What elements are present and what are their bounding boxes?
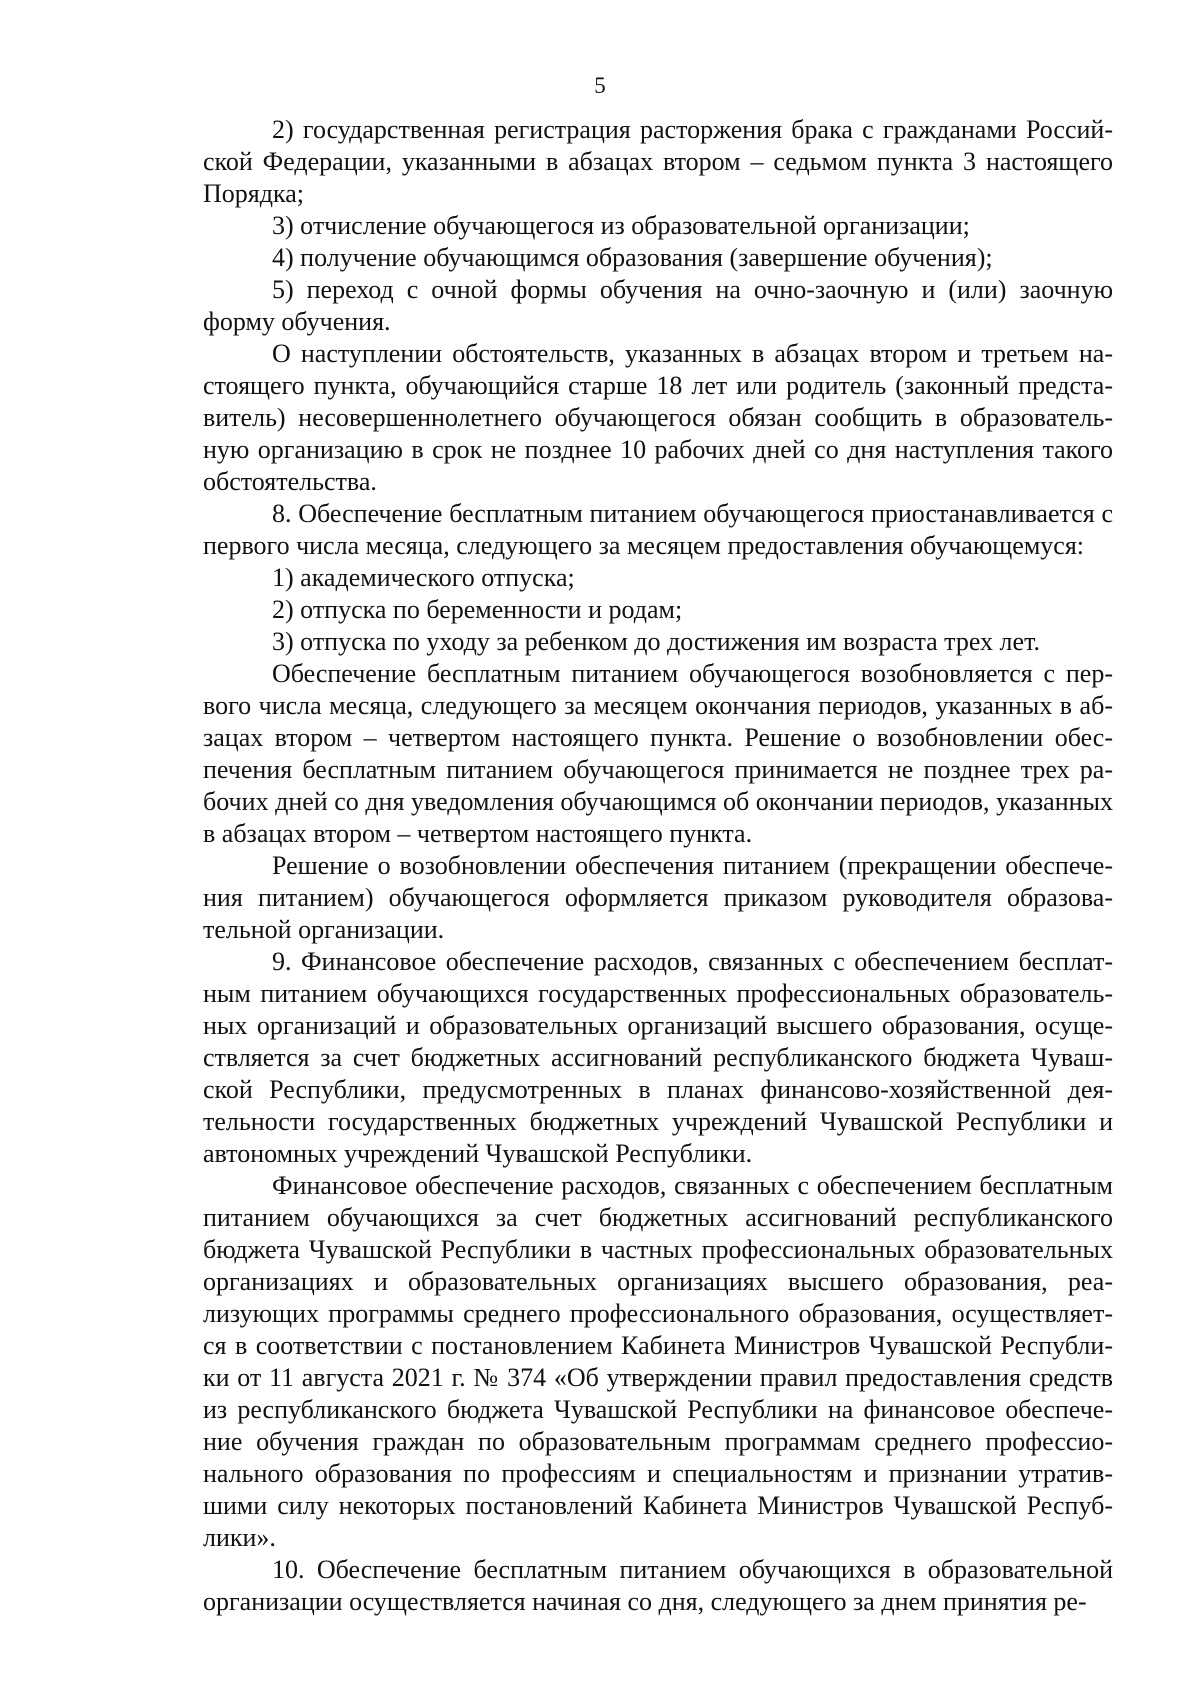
paragraph-item-2-divorce-registration: 2) государственная регистрация расторжения брака с гражданами Российской Федерации, указанными в абзацах втором – седьмом пункта 3 настоящего Порядка; xyxy=(203,115,1113,208)
paragraph-notification-duty: О наступлении обстоятельств, указанных в абзацах втором и третьем настоящего пункта, обучающийся старше 18 лет или родитель (законный представитель) несовершеннолетнего обучающегося обязан сообщить в образовательную организацию в срок не позднее 10 рабочих дней со дня наступления такого обстоятельства. xyxy=(203,339,1113,496)
paragraph-leave-childcare: 3) отпуска по уходу за ребенком до достижения им возраста трех лет. xyxy=(272,627,1040,656)
paragraph-section-10: 10. Обеспечение бесплатным питанием обучающихся в образовательной организации осуществляется начиная со дня, следующего за днем принятия ре- xyxy=(203,1555,1113,1616)
paragraph-leave-maternity: 2) отпуска по беременности и родам; xyxy=(272,595,683,624)
page-number: 5 xyxy=(594,73,606,98)
paragraph-section-8: 8. Обеспечение бесплатным питанием обучающегося приостанавливается с первого числа месяца, следующего за месяцем предоставления обучающемуся: xyxy=(203,499,1113,560)
paragraph-item-3-expulsion: 3) отчисление обучающегося из образовательной организации; xyxy=(272,211,970,240)
paragraph-section-9: 9. Финансовое обеспечение расходов, связанных с обеспечением бесплатным питанием обучающихся государственных профессиональных образовательных организаций и образовательных организаций высшего образования, осуществляется за счет бюджетных ассигнований республиканского бюджета Чувашской Республики, предусмотренных в планах финансово-хозяйственной деятельности государственных бюджетных учреждений Чувашской Республики и автономных учреждений Чувашской Республики. xyxy=(203,947,1113,1168)
paragraph-item-4-completion: 4) получение обучающимся образования (завершение обучения); xyxy=(272,243,993,272)
paragraph-resumption: Обеспечение бесплатным питанием обучающегося возобновляется с первого числа месяца, следующего за месяцем окончания периодов, указанных в абзацах втором – четвертом настоящего пункта. Решение о возобновлении обеспечения бесплатным питанием обучающегося принимается не позднее трех рабочих дней со дня уведомления обучающимся об окончании периодов, указанных в абзацах втором – четвертом настоящего пункта. xyxy=(203,659,1113,848)
paragraph-private-funding: Финансовое обеспечение расходов, связанных с обеспечением бесплатным питанием обучающихся за счет бюджетных ассигнований республиканского бюджета Чувашской Республики в частных профессиональных образовательных организациях и образовательных организациях высшего образования, реализующих программы среднего профессионального образования, осуществляется в соответствии с постановлением Кабинета Министров Чувашской Республики от 11 августа 2021 г. № 374 «Об утверждении правил предоставления средств из республиканского бюджета Чувашской Республики на финансовое обеспечение обучения граждан по образовательным программам среднего профессионального образования по профессиям и специальностям и признании утратившими силу некоторых постановлений Кабинета Министров Чувашской Республики». xyxy=(203,1171,1113,1552)
paragraph-leave-academic: 1) академического отпуска; xyxy=(272,563,575,592)
paragraph-resumption-order: Решение о возобновлении обеспечения питанием (прекращении обеспечения питанием) обучающегося оформляется приказом руководителя образовательной организации. xyxy=(203,851,1113,944)
paragraph-item-5-form-change: 5) переход с очной формы обучения на очно-заочную и (или) заочную форму обучения. xyxy=(203,275,1113,336)
document-text xyxy=(203,114,1113,1618)
